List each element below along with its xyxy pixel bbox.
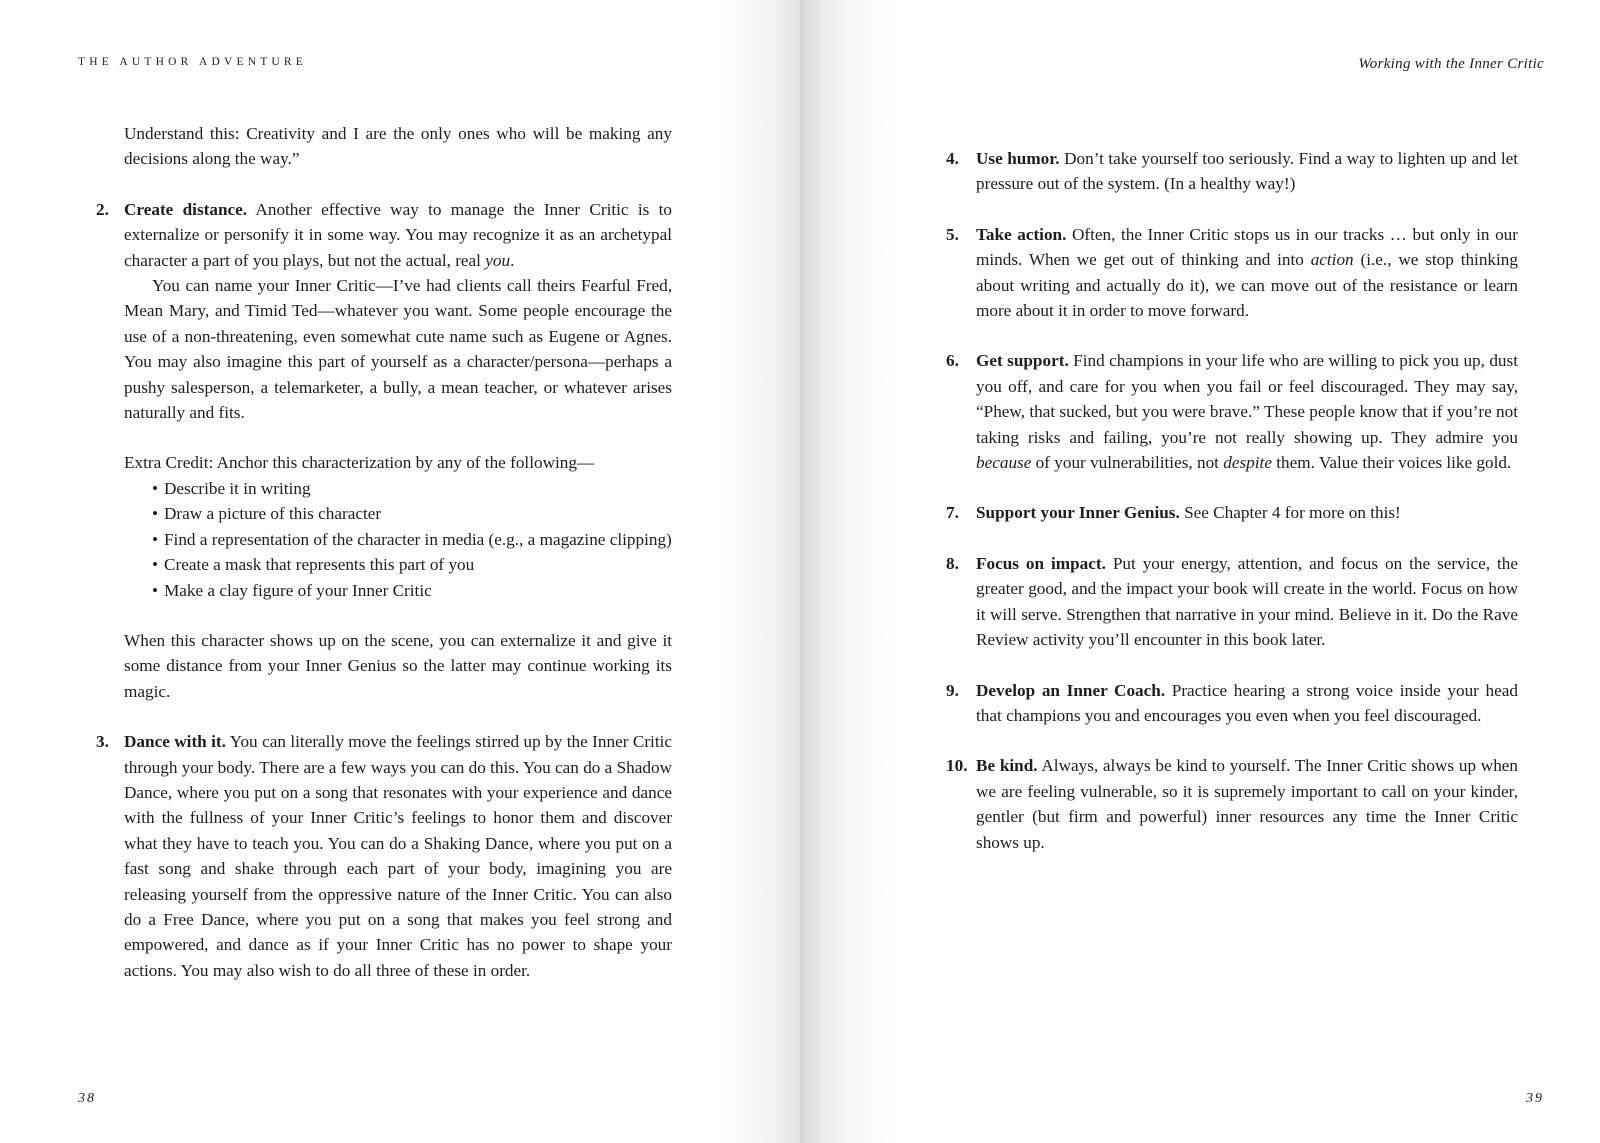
item-paragraph: Support your Inner Genius. See Chapter 4 for more on this! xyxy=(976,503,1401,523)
item-paragraph xyxy=(124,197,672,273)
left-page-body xyxy=(96,121,672,983)
item-number: 6. xyxy=(946,351,959,371)
item-text: You can literally move the feelings stirred up by the Inner Critic through your body. There are a few ways you can do this. You can do a Shadow Dance, where you put on a song that resonates with your experience and dance with the fullness of your Inner Critic’s feelings to honor them and discover what they have to teach you. You can do a Shaking Dance, where you put on a fast song and shake through each part of your body, imagining you are releasing yourself from the oppressive nature of the Inner Critic. You can also do a Free Dance, where you put on a song that makes you feel strong and empowered, and dance as if your Inner Critic has no power to shape your actions. You may also wish to do all three of these in order. xyxy=(124,732,672,980)
item-paragraph: Get support. Find champions in your life who are willing to pick you up, dust you off, and care for you when you fail or feel discouraged. They may say, “Phew, that sucked, but you were brave.” These people know that if you’re not taking risks and failing, you’re not really showing up. They admire you because of your vulnerabilities, not despite them. Value their voices like gold. xyxy=(976,351,1518,473)
item-paragraph: Develop an Inner Coach. Practice hearing a strong voice inside your head that champions you and encourages you even when you feel discouraged. xyxy=(976,680,1518,725)
item-lead: Use humor. xyxy=(976,149,1060,168)
right-page xyxy=(800,0,1600,1143)
item-lead: Focus on impact. xyxy=(976,553,1106,573)
list-item: • Draw a picture of this character xyxy=(152,504,382,524)
list-item: • Find a representation of the character in media (e.g., a magazine clipping) xyxy=(152,529,672,549)
item-text: Another effective way to manage the Inner Critic is to externalize or personify it in some way. You may recognize it as an archetypal character a part of you plays, but not the actual, real xyxy=(124,199,672,270)
bullet-list xyxy=(124,476,672,603)
item-paragraph: Focus on impact. Put your energy, attention, and focus on the service, the greater good, and the impact your book will create in the world. Focus on how it will serve. Strengthen that narrative in your mind. Believe in it. Do the Rave Review activity you’ll encounter in this book later. xyxy=(976,553,1518,650)
item-lead: Support your Inner Genius. xyxy=(976,503,1180,523)
item-paragraph: Be kind. Always, always be kind to yourself. The Inner Critic shows up when we are feeling vulnerable, so it is supremely important to call on your kinder, gentler (but firm and powerful) inner resources any time the Inner Critic shows up. xyxy=(976,756,1519,852)
list-item: • Make a clay figure of your Inner Critic xyxy=(152,580,432,600)
item-number: 4. xyxy=(946,149,959,168)
item-number: 2. xyxy=(96,199,109,219)
running-head-right: Working with the Inner Critic xyxy=(1358,56,1544,72)
item-lead: Take action. xyxy=(976,224,1067,244)
closing-paragraph: When this character shows up on the scene, you can externalize it and give it some distance from your Inner Genius so the latter may continue working its magic. xyxy=(124,630,672,701)
item-paragraph: Take action. Often, the Inner Critic stops us in our tracks … but only in our minds. When we get out of thinking and into action (i.e., we stop thinking about writing and actually do it), we can move out of the resistance or learn more about it in order to move forward. xyxy=(976,224,1518,321)
item-emphasis: you xyxy=(485,250,511,270)
item-paragraph: Use humor. Don’t take yourself too seriously. Find a way to lighten up and let pressure out of the system. (In a healthy way!) xyxy=(976,149,1519,194)
item-lead: Create distance. xyxy=(124,199,248,219)
item-number: 10. xyxy=(946,756,968,776)
list-item-2 xyxy=(96,197,672,704)
list-item-10 xyxy=(946,753,1518,855)
item-number: 5. xyxy=(946,224,959,244)
running-head-left: THE AUTHOR ADVENTURE xyxy=(78,56,308,68)
list-item-9 xyxy=(946,678,1518,729)
list-item-8 xyxy=(946,551,1518,653)
list-item-7 xyxy=(946,500,1518,525)
list-item-3 xyxy=(96,729,672,983)
intro-paragraph: Understand this: Creativity and I are the only ones who will be making any decisions along the way.” xyxy=(124,124,672,169)
item-paragraph-2: You can name your Inner Critic—I’ve had clients call theirs Fearful Fred, Mean Mary, and Timid Ted—whatever you want. Some people encourage the use of a non-threatening, even somewhat cute name such as Eugene or Agnes. You may also imagine this part of yourself as a character/persona—perhaps a pushy salesperson, a telemarketer, a bully, a mean teacher, or whatever arises naturally and fits. xyxy=(124,276,672,423)
list-item-4 xyxy=(946,146,1518,197)
list-item-6 xyxy=(946,348,1518,475)
item-number: 9. xyxy=(946,680,959,700)
item-number: 7. xyxy=(946,503,959,523)
item-paragraph xyxy=(124,729,672,983)
item-number: 3. xyxy=(96,732,109,752)
item-text: . xyxy=(510,250,515,270)
list-item-5 xyxy=(946,222,1518,324)
item-number: 8. xyxy=(946,553,959,573)
item-lead: Dance with it. xyxy=(124,732,226,752)
page-number-left: 38 xyxy=(78,1091,96,1106)
list-item: • Create a mask that represents this part of you xyxy=(152,555,475,575)
right-page-body xyxy=(946,146,1518,855)
page-number-right: 39 xyxy=(1526,1091,1544,1106)
list-item: • Describe it in writing xyxy=(152,478,311,498)
item-lead: Be kind. xyxy=(976,756,1038,776)
item-lead: Get support. xyxy=(976,351,1069,371)
extra-credit-label: Extra Credit: Anchor this characterization by any of the following— xyxy=(124,453,595,473)
item-lead: Develop an Inner Coach. xyxy=(976,680,1166,700)
